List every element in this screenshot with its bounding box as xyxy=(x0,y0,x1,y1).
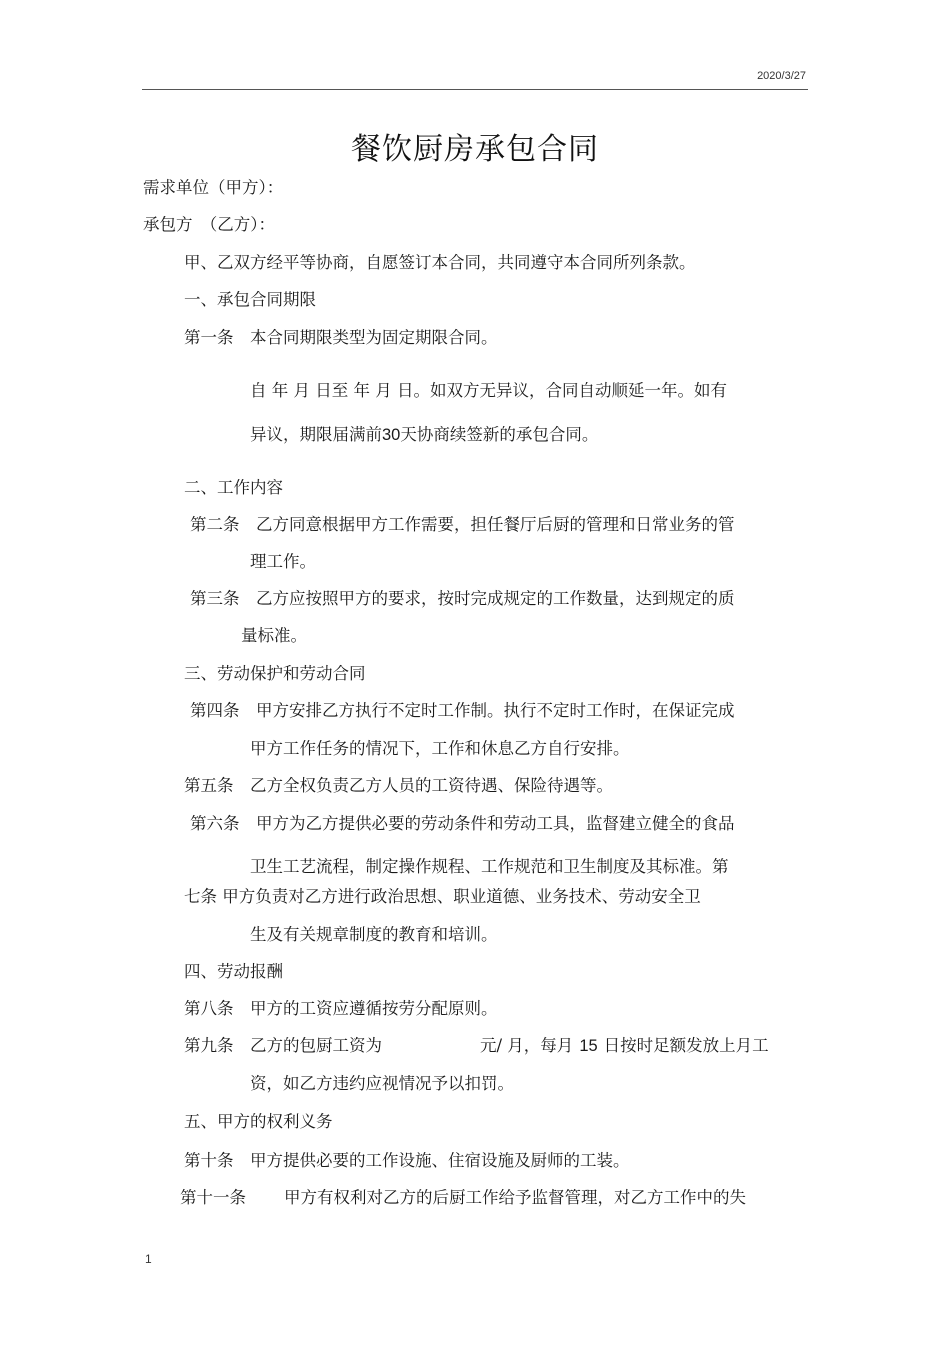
intro-paragraph: 甲、乙双方经平等协商，自愿签订本合同，共同遵守本合同所列条款。 xyxy=(184,253,696,272)
section-heading-1: 一、承包合同期限 xyxy=(184,290,316,309)
article-11-label: 第十一条 xyxy=(180,1188,246,1207)
article-11-text: 甲方有权利对乙方的后厨工作给予监督管理，对乙方工作中的失 xyxy=(284,1188,746,1207)
article-1-continuation: 自 年 月 日至 年 月 日。如双方无异议，合同自动顺延一年。如有 xyxy=(250,381,727,400)
article-6: 第六条 甲方为乙方提供必要的劳动条件和劳动工具，监督建立健全的食品 xyxy=(190,814,735,833)
document-title: 餐饮厨房承包合同 xyxy=(351,132,599,167)
article-7: 七条 甲方负责对乙方进行政治思想、职业道德、业务技术、劳动安全卫 xyxy=(184,887,701,906)
article-3: 第三条 乙方应按照甲方的要求，按时完成规定的工作数量，达到规定的质 xyxy=(190,589,735,608)
article-4-continuation: 甲方工作任务的情况下，工作和休息乙方自行安排。 xyxy=(250,739,630,758)
article-1-continuation-2 xyxy=(250,424,598,446)
party-a-line: 需求单位（甲方）： xyxy=(143,178,284,197)
article-6-continuation: 卫生工艺流程，制定操作规程、工作规范和卫生制度及其标准。第 xyxy=(250,857,729,876)
article-11 xyxy=(180,1187,746,1209)
header-date: 2020/3/27 xyxy=(757,70,806,82)
article-1-days-number: 30 xyxy=(382,426,401,444)
article-9-text-a: 第九条 乙方的包厨工资为 xyxy=(184,1036,382,1055)
article-4: 第四条 甲方安排乙方执行不定时工作制。执行不定时工作时，在保证完成 xyxy=(190,701,735,720)
article-9 xyxy=(184,1035,769,1057)
article-1: 第一条 本合同期限类型为固定期限合同。 xyxy=(184,328,498,347)
section-heading-3: 三、劳动保护和劳动合同 xyxy=(184,664,366,683)
article-1-text-b: 天协商续签新的承包合同。 xyxy=(400,425,599,444)
article-2-continuation: 理工作。 xyxy=(250,552,316,571)
section-heading-4: 四、劳动报酬 xyxy=(184,962,283,981)
page-number: 1 xyxy=(145,1252,152,1266)
article-9-day-number: 15 xyxy=(579,1037,598,1055)
article-5: 第五条 乙方全权负责乙方人员的工资待遇、保险待遇等。 xyxy=(184,776,613,795)
section-heading-5: 五、甲方的权利义务 xyxy=(184,1112,333,1131)
article-1-text-a: 异议，期限届满前 xyxy=(250,425,382,444)
article-2: 第二条 乙方同意根据甲方工作需要，担任餐厅后厨的管理和日常业务的管 xyxy=(190,515,735,534)
article-7-continuation: 生及有关规章制度的教育和培训。 xyxy=(250,925,498,944)
article-10: 第十条 甲方提供必要的工作设施、住宿设施及厨师的工装。 xyxy=(184,1151,630,1170)
party-b-line: 承包方 （乙方）： xyxy=(143,215,275,234)
article-9-continuation: 资，如乙方违约应视情况予以扣罚。 xyxy=(250,1074,514,1093)
header-rule xyxy=(142,89,808,90)
article-9-text-b: 元/ 月，每月 xyxy=(480,1036,574,1055)
article-9-text-c: 日按时足额发放上月工 xyxy=(603,1036,769,1055)
article-8: 第八条 甲方的工资应遵循按劳分配原则。 xyxy=(184,999,498,1018)
section-heading-2: 二、工作内容 xyxy=(184,478,283,497)
article-3-continuation: 量标准。 xyxy=(241,626,307,645)
